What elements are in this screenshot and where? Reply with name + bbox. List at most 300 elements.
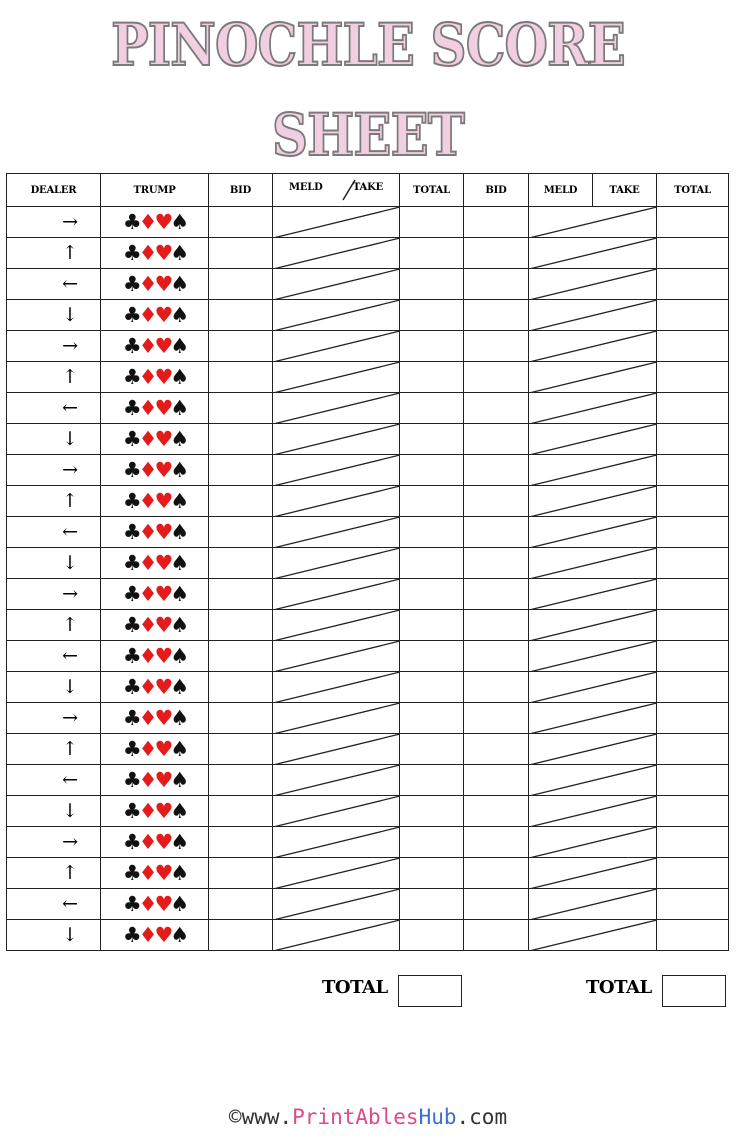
- total-cell-1[interactable]: [400, 207, 464, 238]
- heart-icon: ♥: [154, 829, 171, 854]
- total-cell-1[interactable]: [400, 362, 464, 393]
- trump-suits: [101, 424, 209, 455]
- bid-cell-1[interactable]: [209, 486, 273, 517]
- dealer-arrow: ↓: [7, 424, 101, 455]
- total-cell-1[interactable]: [400, 424, 464, 455]
- spade-icon: ♠: [170, 581, 187, 606]
- total-cell-1[interactable]: [400, 269, 464, 300]
- dealer-arrow: ←: [7, 765, 101, 796]
- diamond-icon: ♦: [138, 488, 155, 513]
- club-icon: ♣: [122, 426, 139, 451]
- trump-suits: [101, 362, 209, 393]
- total-cell-1[interactable]: [400, 827, 464, 858]
- spade-icon: ♠: [170, 674, 187, 699]
- total-cell-2[interactable]: [657, 486, 729, 517]
- meld-take-cell-2[interactable]: [529, 300, 657, 331]
- meld-take-cell-1[interactable]: [273, 765, 400, 796]
- bid-cell-2[interactable]: [464, 517, 529, 548]
- spade-icon: ♠: [170, 612, 187, 637]
- diamond-icon: ♦: [138, 674, 155, 699]
- heart-icon: ♥: [154, 457, 171, 482]
- meld-take-cell-2[interactable]: [529, 858, 657, 889]
- header-trump: TRUMP: [101, 174, 209, 207]
- diamond-icon: ♦: [138, 271, 155, 296]
- trump-suits: [101, 517, 209, 548]
- spade-icon: ♠: [170, 426, 187, 451]
- total-cell-2[interactable]: [657, 455, 729, 486]
- total-cell-2[interactable]: [657, 734, 729, 765]
- bid-cell-1[interactable]: [209, 393, 273, 424]
- club-icon: ♣: [122, 395, 139, 420]
- diamond-icon: ♦: [138, 643, 155, 668]
- heart-icon: ♥: [154, 798, 171, 823]
- diamond-icon: ♦: [138, 333, 155, 358]
- bid-cell-2[interactable]: [464, 579, 529, 610]
- spade-icon: ♠: [170, 457, 187, 482]
- meld-take-cell-2[interactable]: [529, 455, 657, 486]
- total-cell-2[interactable]: [657, 920, 729, 951]
- trump-suits: [101, 579, 209, 610]
- meld-take-cell-1[interactable]: [273, 455, 400, 486]
- total-cell-1[interactable]: [400, 331, 464, 362]
- spade-icon: ♠: [170, 333, 187, 358]
- diamond-icon: ♦: [138, 302, 155, 327]
- table-row: [7, 889, 729, 920]
- bid-cell-2[interactable]: [464, 362, 529, 393]
- meld-take-cell-2[interactable]: [529, 207, 657, 238]
- diamond-icon: ♦: [138, 829, 155, 854]
- meld-take-cell-2[interactable]: [529, 734, 657, 765]
- bid-cell-2[interactable]: [464, 765, 529, 796]
- heart-icon: ♥: [154, 581, 171, 606]
- total-cell-1[interactable]: [400, 300, 464, 331]
- meld-take-cell-2[interactable]: [529, 641, 657, 672]
- footer-www: www.: [241, 1105, 293, 1129]
- total-cell-2[interactable]: [657, 641, 729, 672]
- meld-take-cell-1[interactable]: [273, 672, 400, 703]
- header-total-2: TOTAL: [657, 174, 729, 207]
- heart-icon: ♥: [154, 891, 171, 916]
- trump-suits: [101, 548, 209, 579]
- dealer-arrow: ↓: [7, 300, 101, 331]
- diamond-icon: ♦: [138, 581, 155, 606]
- total-cell-1[interactable]: [400, 889, 464, 920]
- trump-suits: [101, 641, 209, 672]
- meld-take-cell-1[interactable]: [273, 393, 400, 424]
- score-table: [6, 173, 729, 951]
- total-cell-1[interactable]: [400, 610, 464, 641]
- club-icon: ♣: [122, 240, 139, 265]
- heart-icon: ♥: [154, 612, 171, 637]
- dealer-arrow: ←: [7, 641, 101, 672]
- club-icon: ♣: [122, 612, 139, 637]
- spade-icon: ♠: [170, 271, 187, 296]
- meld-take-cell-2[interactable]: [529, 331, 657, 362]
- club-icon: ♣: [122, 705, 139, 730]
- bid-cell-1[interactable]: [209, 331, 273, 362]
- heart-icon: ♥: [154, 488, 171, 513]
- dealer-arrow: ↑: [7, 858, 101, 889]
- meld-take-cell-2[interactable]: [529, 269, 657, 300]
- dealer-arrow: →: [7, 703, 101, 734]
- trump-suits: [101, 765, 209, 796]
- table-row: [7, 393, 729, 424]
- total-cell-1[interactable]: [400, 703, 464, 734]
- dealer-arrow: ←: [7, 393, 101, 424]
- diamond-icon: ♦: [138, 519, 155, 544]
- spade-icon: ♠: [170, 736, 187, 761]
- meld-take-cell-1[interactable]: [273, 827, 400, 858]
- table-row: [7, 455, 729, 486]
- total-cell-1[interactable]: [400, 486, 464, 517]
- heart-icon: ♥: [154, 240, 171, 265]
- bid-cell-1[interactable]: [209, 238, 273, 269]
- total-cell-2[interactable]: [657, 238, 729, 269]
- spade-icon: ♠: [170, 860, 187, 885]
- meld-take-cell-2[interactable]: [529, 486, 657, 517]
- bid-cell-2[interactable]: [464, 548, 529, 579]
- spade-icon: ♠: [170, 240, 187, 265]
- meld-take-cell-2[interactable]: [529, 672, 657, 703]
- spade-icon: ♠: [170, 829, 187, 854]
- total-cell-2[interactable]: [657, 672, 729, 703]
- meld-take-cell-2[interactable]: [529, 424, 657, 455]
- meld-take-cell-1[interactable]: [273, 610, 400, 641]
- spade-icon: ♠: [170, 705, 187, 730]
- meld-take-cell-2[interactable]: [529, 517, 657, 548]
- total-cell-2[interactable]: [657, 331, 729, 362]
- meld-take-cell-2[interactable]: [529, 362, 657, 393]
- total-cell-2[interactable]: [657, 610, 729, 641]
- diamond-icon: ♦: [138, 860, 155, 885]
- meld-take-cell-2[interactable]: [529, 889, 657, 920]
- total-cell-2[interactable]: [657, 424, 729, 455]
- total-cell-2[interactable]: [657, 703, 729, 734]
- dealer-arrow: →: [7, 579, 101, 610]
- table-row: [7, 300, 729, 331]
- table-row: [7, 486, 729, 517]
- heart-icon: ♥: [154, 519, 171, 544]
- bid-cell-2[interactable]: [464, 238, 529, 269]
- diamond-icon: ♦: [138, 550, 155, 575]
- spade-icon: ♠: [170, 767, 187, 792]
- bid-cell-1[interactable]: [209, 858, 273, 889]
- table-row: [7, 858, 729, 889]
- meld-take-cell-1[interactable]: [273, 641, 400, 672]
- meld-take-cell-2[interactable]: [529, 238, 657, 269]
- total-cell-2[interactable]: [657, 579, 729, 610]
- meld-take-cell-1[interactable]: [273, 486, 400, 517]
- bid-cell-2[interactable]: [464, 920, 529, 951]
- club-icon: ♣: [122, 860, 139, 885]
- total-cell-2[interactable]: [657, 889, 729, 920]
- diamond-icon: ♦: [138, 798, 155, 823]
- club-icon: ♣: [122, 829, 139, 854]
- bid-cell-2[interactable]: [464, 455, 529, 486]
- total-cell-2[interactable]: [657, 765, 729, 796]
- trump-suits: [101, 393, 209, 424]
- bid-cell-1[interactable]: [209, 300, 273, 331]
- total-cell-2[interactable]: [657, 269, 729, 300]
- total-label-right: TOTAL: [586, 977, 652, 998]
- total-cell-1[interactable]: [400, 455, 464, 486]
- bid-cell-2[interactable]: [464, 734, 529, 765]
- total-cell-2[interactable]: [657, 796, 729, 827]
- bid-cell-2[interactable]: [464, 486, 529, 517]
- spade-icon: ♠: [170, 643, 187, 668]
- dealer-arrow: ↑: [7, 734, 101, 765]
- bid-cell-2[interactable]: [464, 207, 529, 238]
- meld-take-cell-1[interactable]: [273, 889, 400, 920]
- meld-take-cell-2[interactable]: [529, 920, 657, 951]
- spade-icon: ♠: [170, 488, 187, 513]
- total-cell-1[interactable]: [400, 920, 464, 951]
- meld-take-cell-1[interactable]: [273, 517, 400, 548]
- table-row: [7, 796, 729, 827]
- bid-cell-1[interactable]: [209, 362, 273, 393]
- spade-icon: ♠: [170, 395, 187, 420]
- meld-take-cell-1[interactable]: [273, 362, 400, 393]
- total-cell-1[interactable]: [400, 393, 464, 424]
- table-row: [7, 765, 729, 796]
- bid-cell-2[interactable]: [464, 269, 529, 300]
- club-icon: ♣: [122, 209, 139, 234]
- table-row: [7, 362, 729, 393]
- heart-icon: ♥: [154, 271, 171, 296]
- bid-cell-1[interactable]: [209, 641, 273, 672]
- dealer-arrow: ↑: [7, 486, 101, 517]
- diamond-icon: ♦: [138, 922, 155, 947]
- meld-take-cell-1[interactable]: [273, 269, 400, 300]
- club-icon: ♣: [122, 519, 139, 544]
- total-cell-2[interactable]: [657, 827, 729, 858]
- meld-take-cell-2[interactable]: [529, 393, 657, 424]
- footer-brand-b: Hub: [418, 1105, 457, 1129]
- table-row: [7, 207, 729, 238]
- meld-take-cell-2[interactable]: [529, 703, 657, 734]
- heart-icon: ♥: [154, 643, 171, 668]
- total-cell-1[interactable]: [400, 579, 464, 610]
- heart-icon: ♥: [154, 364, 171, 389]
- copyright-symbol: ©: [228, 1105, 242, 1129]
- header-bid-1: BID: [209, 174, 273, 207]
- total-cell-2[interactable]: [657, 858, 729, 889]
- diamond-icon: ♦: [138, 767, 155, 792]
- total-box-left[interactable]: [398, 975, 462, 1007]
- trump-suits: [101, 207, 209, 238]
- bid-cell-2[interactable]: [464, 889, 529, 920]
- club-icon: ♣: [122, 891, 139, 916]
- header-bid-2: BID: [464, 174, 529, 207]
- dealer-arrow: ↑: [7, 238, 101, 269]
- club-icon: ♣: [122, 922, 139, 947]
- meld-take-cell-1[interactable]: [273, 424, 400, 455]
- bid-cell-2[interactable]: [464, 331, 529, 362]
- bid-cell-1[interactable]: [209, 455, 273, 486]
- total-cell-1[interactable]: [400, 734, 464, 765]
- bid-cell-1[interactable]: [209, 734, 273, 765]
- dealer-arrow: ↑: [7, 362, 101, 393]
- bid-cell-2[interactable]: [464, 300, 529, 331]
- total-cell-1[interactable]: [400, 765, 464, 796]
- bid-cell-1[interactable]: [209, 796, 273, 827]
- heart-icon: ♥: [154, 395, 171, 420]
- total-cell-1[interactable]: [400, 238, 464, 269]
- total-cell-2[interactable]: [657, 393, 729, 424]
- total-cell-1[interactable]: [400, 641, 464, 672]
- diamond-icon: ♦: [138, 705, 155, 730]
- meld-take-cell-1[interactable]: [273, 300, 400, 331]
- heart-icon: ♥: [154, 736, 171, 761]
- total-cell-1[interactable]: [400, 672, 464, 703]
- meld-take-cell-1[interactable]: [273, 331, 400, 362]
- total-cell-1[interactable]: [400, 548, 464, 579]
- dealer-arrow: ↑: [7, 610, 101, 641]
- table-row: [7, 672, 729, 703]
- meld-take-cell-1[interactable]: [273, 548, 400, 579]
- heart-icon: ♥: [154, 302, 171, 327]
- table-row: [7, 579, 729, 610]
- club-icon: ♣: [122, 581, 139, 606]
- heart-icon: ♥: [154, 705, 171, 730]
- diamond-icon: ♦: [138, 612, 155, 637]
- meld-take-cell-2[interactable]: [529, 827, 657, 858]
- total-cell-1[interactable]: [400, 517, 464, 548]
- total-cell-2[interactable]: [657, 517, 729, 548]
- meld-take-cell-1[interactable]: [273, 920, 400, 951]
- bid-cell-1[interactable]: [209, 610, 273, 641]
- spade-icon: ♠: [170, 364, 187, 389]
- meld-take-cell-1[interactable]: [273, 734, 400, 765]
- header-meld-1: MELD: [289, 182, 323, 193]
- bid-cell-1[interactable]: [209, 889, 273, 920]
- page-title: PINOCHLE SCORE SHEET: [111, 11, 625, 169]
- diamond-icon: ♦: [138, 240, 155, 265]
- spade-icon: ♠: [170, 798, 187, 823]
- footer-brand-a: PrintAbles: [292, 1105, 419, 1129]
- bid-cell-1[interactable]: [209, 920, 273, 951]
- footer-website: [0, 1105, 736, 1129]
- meld-take-cell-2[interactable]: [529, 796, 657, 827]
- meld-take-cell-1[interactable]: [273, 238, 400, 269]
- bid-cell-1[interactable]: [209, 579, 273, 610]
- heart-icon: ♥: [154, 333, 171, 358]
- heart-icon: ♥: [154, 767, 171, 792]
- trump-suits: [101, 889, 209, 920]
- dealer-arrow: ←: [7, 269, 101, 300]
- dealer-arrow: ↓: [7, 548, 101, 579]
- meld-take-cell-2[interactable]: [529, 610, 657, 641]
- bid-cell-1[interactable]: [209, 765, 273, 796]
- club-icon: ♣: [122, 674, 139, 699]
- club-icon: ♣: [122, 767, 139, 792]
- header-take-1: TAKE: [352, 182, 383, 193]
- club-icon: ♣: [122, 736, 139, 761]
- heart-icon: ♥: [154, 674, 171, 699]
- total-cell-2[interactable]: [657, 300, 729, 331]
- diamond-icon: ♦: [138, 736, 155, 761]
- total-box-right[interactable]: [662, 975, 726, 1007]
- dealer-arrow: →: [7, 827, 101, 858]
- heart-icon: ♥: [154, 426, 171, 451]
- bid-cell-2[interactable]: [464, 424, 529, 455]
- trump-suits: [101, 858, 209, 889]
- bid-cell-1[interactable]: [209, 269, 273, 300]
- trump-suits: [101, 455, 209, 486]
- dealer-arrow: ←: [7, 889, 101, 920]
- total-cell-2[interactable]: [657, 362, 729, 393]
- club-icon: ♣: [122, 798, 139, 823]
- bid-cell-2[interactable]: [464, 641, 529, 672]
- club-icon: ♣: [122, 457, 139, 482]
- diamond-icon: ♦: [138, 457, 155, 482]
- table-row: [7, 734, 729, 765]
- total-cell-2[interactable]: [657, 207, 729, 238]
- diamond-icon: ♦: [138, 891, 155, 916]
- meld-take-cell-1[interactable]: [273, 858, 400, 889]
- bid-cell-2[interactable]: [464, 393, 529, 424]
- dealer-arrow: →: [7, 331, 101, 362]
- heart-icon: ♥: [154, 550, 171, 575]
- table-row: [7, 238, 729, 269]
- heart-icon: ♥: [154, 860, 171, 885]
- bid-cell-1[interactable]: [209, 703, 273, 734]
- total-cell-1[interactable]: [400, 858, 464, 889]
- spade-icon: ♠: [170, 209, 187, 234]
- trump-suits: [101, 486, 209, 517]
- bid-cell-2[interactable]: [464, 796, 529, 827]
- bid-cell-2[interactable]: [464, 610, 529, 641]
- bid-cell-2[interactable]: [464, 703, 529, 734]
- table-row: [7, 424, 729, 455]
- diamond-icon: ♦: [138, 426, 155, 451]
- score-rows: [7, 207, 729, 951]
- meld-take-cell-2[interactable]: [529, 765, 657, 796]
- bid-cell-1[interactable]: [209, 827, 273, 858]
- bid-cell-1[interactable]: [209, 424, 273, 455]
- total-cell-2[interactable]: [657, 548, 729, 579]
- table-row: [7, 827, 729, 858]
- meld-take-cell-1[interactable]: [273, 703, 400, 734]
- trump-suits: [101, 734, 209, 765]
- dealer-arrow: ↓: [7, 672, 101, 703]
- meld-take-cell-2[interactable]: [529, 579, 657, 610]
- meld-take-cell-1[interactable]: [273, 579, 400, 610]
- spade-icon: ♠: [170, 302, 187, 327]
- table-row: [7, 610, 729, 641]
- trump-suits: [101, 610, 209, 641]
- bid-cell-1[interactable]: [209, 517, 273, 548]
- bid-cell-1[interactable]: [209, 672, 273, 703]
- meld-take-cell-2[interactable]: [529, 548, 657, 579]
- bid-cell-1[interactable]: [209, 548, 273, 579]
- footer-tld: .com: [456, 1105, 508, 1129]
- bid-cell-2[interactable]: [464, 827, 529, 858]
- trump-suits: [101, 920, 209, 951]
- table-row: [7, 331, 729, 362]
- total-cell-1[interactable]: [400, 796, 464, 827]
- header-take-2: TAKE: [593, 174, 657, 207]
- bid-cell-1[interactable]: [209, 207, 273, 238]
- total-label-left: TOTAL: [322, 977, 388, 998]
- diamond-icon: ♦: [138, 209, 155, 234]
- meld-take-cell-1[interactable]: [273, 796, 400, 827]
- bid-cell-2[interactable]: [464, 858, 529, 889]
- meld-take-cell-1[interactable]: [273, 207, 400, 238]
- dealer-arrow: →: [7, 207, 101, 238]
- bid-cell-2[interactable]: [464, 672, 529, 703]
- club-icon: ♣: [122, 550, 139, 575]
